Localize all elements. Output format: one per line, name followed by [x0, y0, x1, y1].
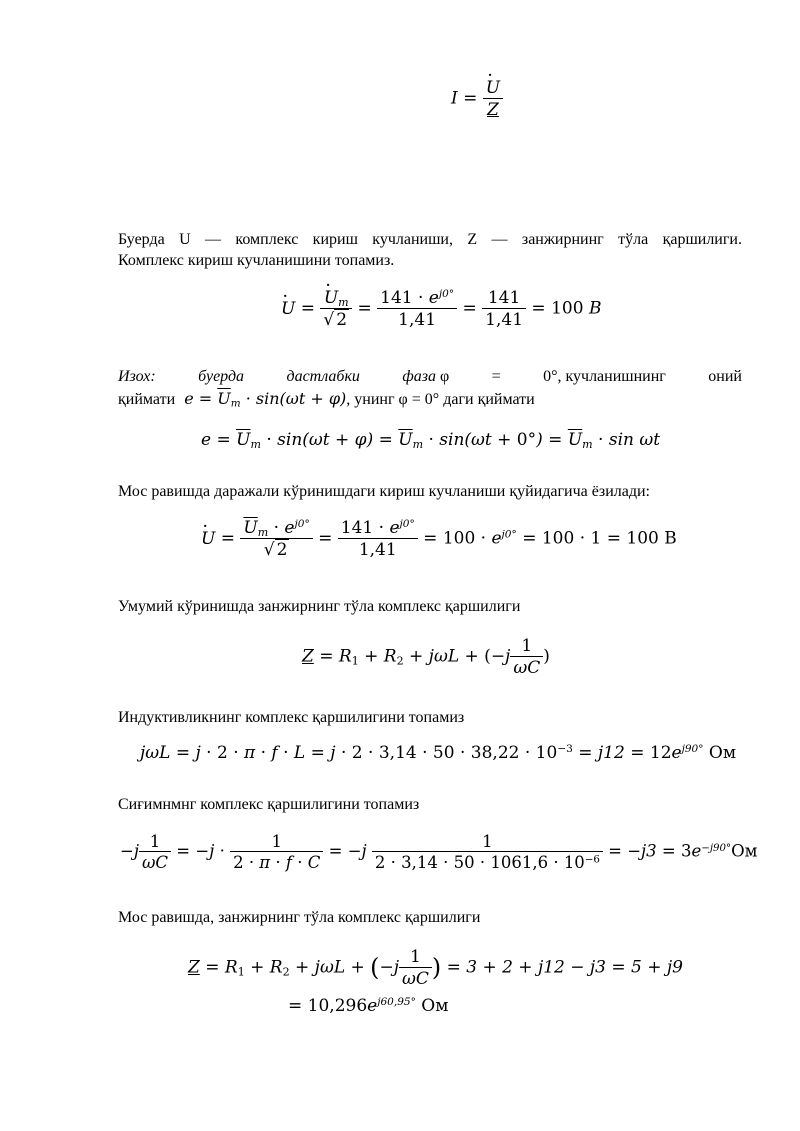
note-line1: Изох: буерда дастлабки фаза φ = 0°, кучланишнинг оний [118, 368, 742, 385]
formula-capacitive-reactance: −j $\frac{1}{\omega C}$ = −j · $\frac{1}{2 \cdot \pi \cdot f \cdot C}$ = −j $\frac{1}{2 \cdot 3,14 \cdot 50 \cdot 1061,6 \cdot 10^{-6}}$ = $-j3 = 3e^{-j90^\circ}Ом$ [120, 832, 758, 872]
paragraph-intro-line1: Буерда U — комплекс кириш кучланиши, Z — занжирнинг тўла қаршилиги. [118, 231, 742, 248]
paragraph-total-result: Мос равишда, занжирнинг тўла комплекс қаршилиги [118, 909, 481, 926]
formula-input-voltage: · U = · $\frac{U_m}{√ 2}$ = $\frac{141 \cdot e^{j0^\circ}}{1,41}$ = $\frac{141}{1,41}$ = 100 B [281, 288, 601, 330]
formula-inductive-reactance: $j\omega L = j \cdot 2 \cdot \pi \cdot f \cdot L = j \cdot 2 \cdot 3,14 \cdot 50 \cdot 38,22 \cdot 10^{-3} = j12 = 12e^{j90^\circ}$ Ом [140, 743, 737, 763]
paragraph-exp-form: Мос равишда даражали кўринишдаги кириш кучланиши қуйидагича ёзилади: [118, 483, 650, 500]
formula-total-impedance-line2: = $10,296e^{j60,95^\circ}$ Ом [288, 996, 449, 1016]
formula-voltage-exp: · U = $\frac{\overline{U}_m \cdot e^{j0^\circ}}{√ 2}$ = $\frac{141 \cdot e^{j0^\circ}}{1,41}$ = $100 \cdot e^{j0^\circ} = 100 \cdot 1 = 100$ В [201, 518, 677, 560]
paragraph-inductive: Индуктивликнинг комплекс қаршилигини топамиз [118, 709, 465, 726]
formula-instant-voltage: $e = \overline{U}_m \cdot \sin(\omega t + \varphi) = \overline{U}_m \cdot \sin(\omega t + 0^\circ) = \overline{U}_m \cdot \sin \omega t$ [201, 430, 661, 451]
paragraph-capacitive: Сиғимнмнг комплекс қаршилигини топамиз [118, 796, 420, 813]
note-line2: қиймати $e = \overline{U}_m \cdot \sin(\omega t + \varphi)$, унинг φ = 0° даги қиймати [118, 389, 535, 410]
formula-current: I = · $\frac{U}{Z}$ [451, 78, 503, 120]
formula-total-impedance: $Z = R_1 + R_2 + j\omega L + (-j$ $\frac{1}{\omega C}$ ) = 3 + 2 + j12 − j3 = 5 + j9 [188, 947, 684, 989]
formula-impedance-general: $Z = R_1 + R_2 + j\omega L + (-j$ $\frac{1}{\omega C}$ ) [302, 636, 550, 678]
paragraph-intro-line2: Комплекс кириш кучланишини топамиз. [118, 252, 395, 269]
paragraph-total-impedance: Умумий кўринишда занжирнинг тўла комплекс қаршилиги [118, 598, 521, 615]
